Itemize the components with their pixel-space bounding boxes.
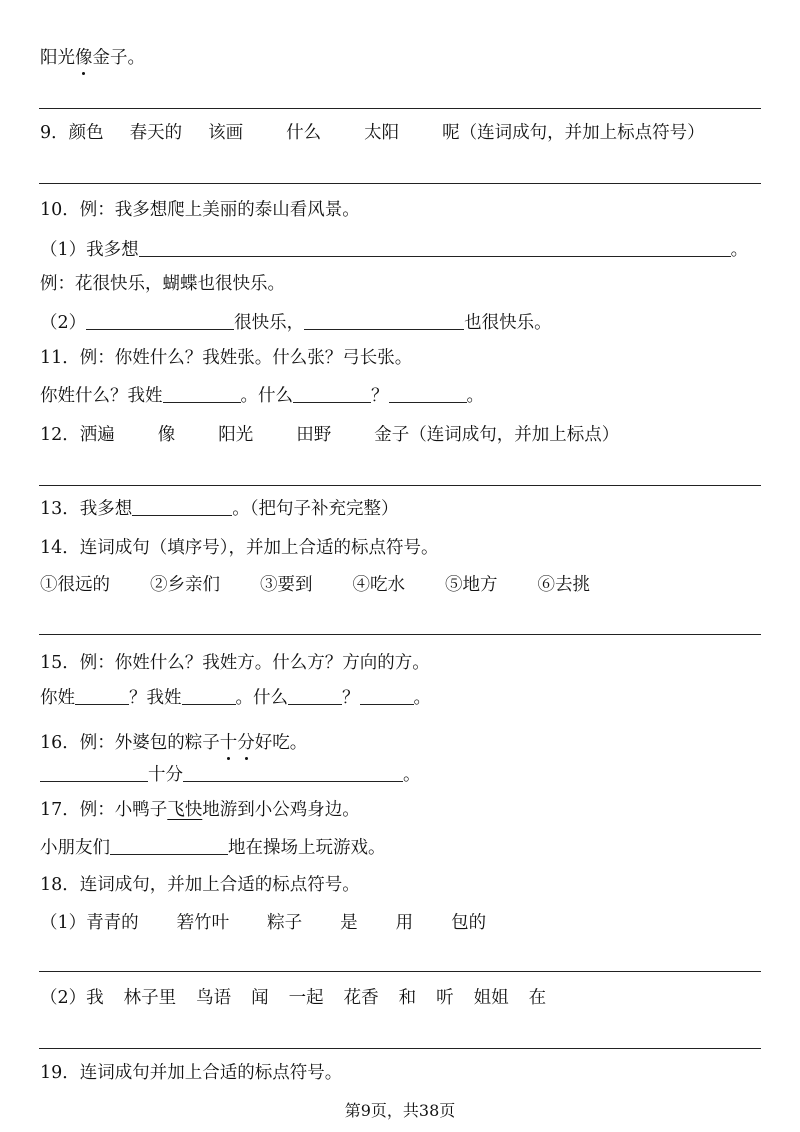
q16-example (40, 731, 307, 755)
q16-exercise (40, 763, 421, 787)
q15-text-c: 。什么 (235, 688, 288, 708)
q17-example-post: 地游到小公鸡身边。 (202, 800, 360, 820)
q19-instruction: 19．连词成句并加上合适的标点符号。 (40, 1063, 343, 1083)
q9-number: 9． (40, 123, 69, 143)
q17-example-pre: 17．例：小鸭子 (40, 800, 168, 820)
q18-part-2-answer-line[interactable] (39, 1048, 761, 1049)
q10-part-1-blank[interactable] (139, 239, 731, 257)
q18-part-2-word-8: 听 (436, 988, 454, 1008)
q10-part-1 (40, 238, 748, 262)
q9-word-6: 呢 (442, 123, 460, 143)
q15-example: 15．例：你姓什么？我姓方。什么方？方向的方。 (40, 653, 430, 673)
page-footer: 第9页，共38页 (344, 1101, 456, 1120)
q8-tail-dotted-char: 像 (75, 48, 93, 68)
q10-part-1-end: 。 (730, 240, 749, 260)
q18-part-1-label: （1） (40, 913, 87, 933)
q10-part-2-prefix: （2） (40, 313, 87, 333)
q13-prefix: 13．我多想 (40, 499, 133, 519)
q10-part-2 (40, 311, 552, 335)
q17-example (40, 798, 360, 822)
q9-answer-line[interactable] (39, 183, 761, 184)
q12-word-4: 田野 (296, 425, 332, 445)
q11-exercise (40, 384, 484, 408)
q12-instruction: （连词成句，并加上标点） (409, 425, 620, 445)
q9-word-1: 颜色 (68, 123, 104, 143)
q8-tail-post: 金子。 (92, 48, 145, 68)
q18-part-2-word-6: 花香 (343, 988, 379, 1008)
q18-part-1-word-3: 粽子 (267, 913, 303, 933)
q16-blank-1[interactable] (40, 764, 148, 782)
q18-part-1 (40, 911, 486, 935)
q17-underlined-word: 飞快 (167, 800, 203, 820)
q9-word-2: 春天的 (129, 123, 183, 143)
q12-line (40, 423, 619, 447)
q18-instruction: 18．连词成句，并加上合适的标点符号。 (40, 875, 360, 895)
q16-dotted-char-2: 分 (237, 733, 255, 753)
q11-example: 11．例：你姓什么？我姓张。什么张？弓长张。 (40, 348, 413, 368)
q13-line (40, 497, 399, 521)
q8-tail (40, 46, 145, 70)
q15-blank-1[interactable] (75, 687, 129, 705)
q14-word-2: ②乡亲们 (150, 575, 220, 595)
q16-end: 。 (403, 765, 421, 785)
q18-part-2-word-1: 我 (86, 988, 104, 1008)
q9-word-4: 什么 (286, 123, 322, 143)
q15-blank-3[interactable] (288, 687, 342, 705)
q16-dotted-char-1: 十 (219, 733, 238, 753)
q14-word-1: ①很远的 (40, 575, 110, 595)
q15-text-d: ？ (342, 688, 360, 708)
q18-part-1-word-5: 用 (395, 913, 414, 933)
q13-instruction: 。（把句子补充完整） (232, 499, 399, 519)
q16-example-pre: 16．例：外婆包的粽子 (40, 733, 220, 753)
q11-text-a: 你姓什么？我姓 (40, 386, 163, 406)
q14-word-6: ⑥去挑 (537, 575, 590, 595)
q17-exercise (40, 836, 386, 860)
q15-blank-2[interactable] (182, 687, 236, 705)
q10-example-1: 10．例：我多想爬上美丽的泰山看风景。 (40, 200, 360, 220)
q18-part-2-label: （2） (40, 988, 87, 1008)
q11-text-b: 。什么 (240, 386, 293, 406)
q10-part-2-blank-2[interactable] (304, 312, 464, 330)
q16-blank-2[interactable] (183, 764, 403, 782)
q15-text-a: 你姓 (40, 688, 75, 708)
q18-part-2-word-10: 在 (528, 988, 547, 1008)
q18-part-1-word-2: 箬竹叶 (176, 913, 230, 933)
q11-text-d: 。 (466, 386, 484, 406)
q14-word-5: ⑤地方 (445, 575, 498, 595)
q15-blank-4[interactable] (360, 687, 414, 705)
q13-blank[interactable] (132, 498, 232, 516)
q8-tail-pre: 阳光 (40, 48, 75, 68)
q10-part-2-end: 也很快乐。 (464, 313, 552, 333)
q12-word-3: 阳光 (218, 425, 254, 445)
q9-word-5: 太阳 (364, 123, 400, 143)
q18-part-2-word-5: 一起 (288, 988, 324, 1008)
q17-suffix: 地在操场上玩游戏。 (228, 838, 386, 858)
q8-answer-line[interactable] (39, 108, 761, 109)
q18-part-2-word-7: 和 (398, 988, 417, 1008)
q16-example-post: 好吃。 (254, 733, 308, 753)
q17-blank[interactable] (110, 837, 228, 855)
q18-part-1-word-4: 是 (340, 913, 358, 933)
q17-prefix: 小朋友们 (40, 838, 110, 858)
q18-part-2-word-2: 林子里 (123, 988, 177, 1008)
q12-word-5: 金子 (374, 425, 410, 445)
q18-part-2-word-3: 鸟语 (196, 988, 232, 1008)
q10-part-1-prefix: （1）我多想 (40, 240, 139, 260)
q9-instruction: （连词成句，并加上标点符号） (459, 123, 705, 143)
q11-blank-2[interactable] (293, 385, 371, 403)
q14-answer-line[interactable] (39, 634, 761, 635)
q15-text-b: ？我姓 (129, 688, 182, 708)
q10-part-2-blank-1[interactable] (86, 312, 234, 330)
q11-text-c: ？ (371, 386, 389, 406)
q11-blank-3[interactable] (389, 385, 467, 403)
q14-word-4: ④吃水 (352, 575, 405, 595)
q9-line (40, 121, 705, 145)
q18-part-2-word-4: 闻 (251, 988, 269, 1008)
q14-words (40, 573, 590, 597)
q12-answer-line[interactable] (39, 485, 761, 486)
q10-example-2: 例：花很快乐，蝴蝶也很快乐。 (40, 274, 285, 294)
q12-word-2: 像 (157, 425, 176, 445)
q15-text-e: 。 (413, 688, 431, 708)
q12-number: 12． (40, 425, 80, 445)
q15-exercise (40, 686, 431, 710)
q16-middle: 十分 (148, 765, 183, 785)
q18-part-2 (40, 986, 546, 1010)
q18-part-1-answer-line[interactable] (39, 971, 761, 972)
q11-blank-1[interactable] (163, 385, 241, 403)
q14-instruction: 14．连词成句（填序号），并加上合适的标点符号。 (40, 538, 439, 558)
q14-word-3: ③要到 (260, 575, 313, 595)
q18-part-2-word-9: 姐姐 (473, 988, 509, 1008)
q10-part-2-middle: 很快乐， (234, 313, 305, 333)
q18-part-1-word-1: 青青的 (86, 913, 139, 933)
q9-word-3: 该画 (208, 123, 244, 143)
q18-part-1-word-6: 包的 (451, 913, 487, 933)
q12-word-1: 洒遍 (79, 425, 115, 445)
